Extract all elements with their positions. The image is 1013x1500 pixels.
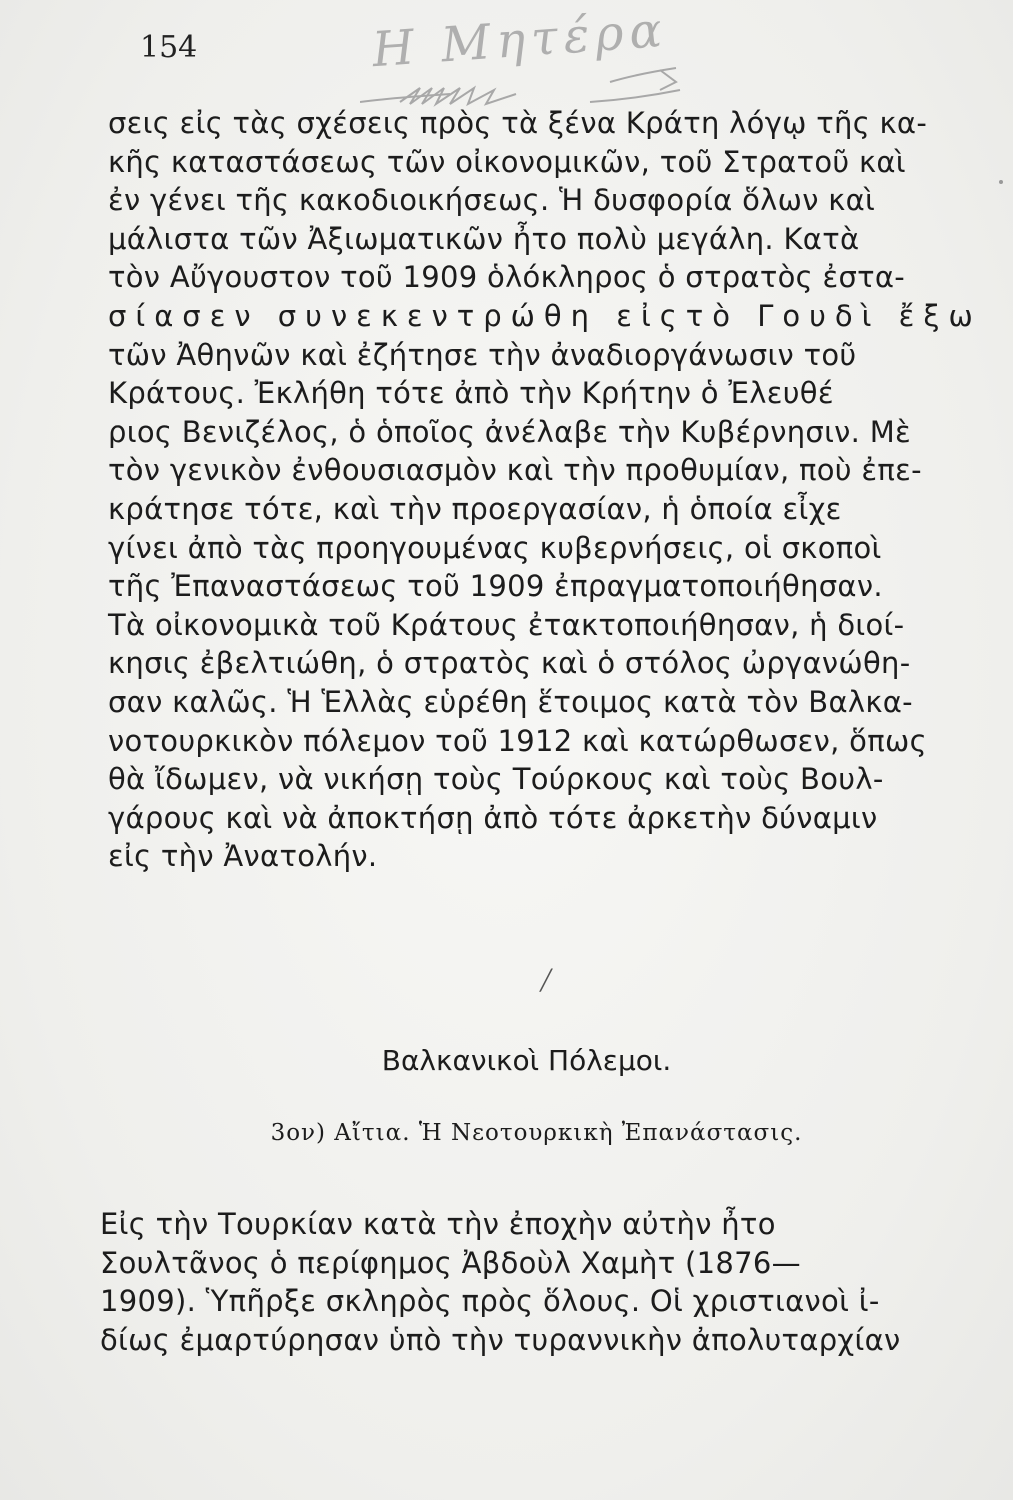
text-line: Κράτους. Ἐκλήθη τότε ἀπὸ τὴν Κρήτην ὁ Ἐλευθέ	[108, 376, 834, 411]
text-line: ριος Βενιζέλος, ὁ ὁποῖος ἀνέλαβε τὴν Κυβέρνησιν. Μὲ	[108, 414, 912, 449]
paragraph-causes	[100, 1205, 930, 1359]
text-line: μάλιστα τῶν Ἀξιωματικῶν ἦτο πολὺ μεγάλη. Κατὰ	[108, 221, 860, 256]
paper-speck	[999, 180, 1003, 184]
text-line: εἰς τὴν Ἀνατολήν.	[108, 839, 378, 874]
text-line: σαν καλῶς. Ἡ Ἑλλὰς εὑρέθη ἕτοιμος κατὰ τὸν Βαλκα-	[108, 684, 913, 719]
section-title: 3ον) Αἴτια. Ἡ Νεοτουρκικὴ Ἐπανάστασις.	[270, 1120, 803, 1146]
text-line: Σουλτᾶνος ὁ περίφημος Ἀβδοὺλ Χαμὴτ (1876—	[100, 1245, 801, 1280]
chapter-title: Βαλκανικοὶ Πόλεμοι.	[381, 1044, 672, 1077]
text-line: Εἰς τὴν Τουρκίαν κατὰ τὴν ἐποχὴν αὐτὴν ἦτο	[100, 1207, 776, 1241]
text-line: ἐν γένει τῆς κακοδιοικήσεως. Ἡ δυσφορία ὅλων καὶ	[108, 183, 876, 218]
text-line: κησις ἐβελτιώθη, ὁ στρατὸς καὶ ὁ στόλος ὠργανώθη-	[108, 646, 911, 681]
text-line: τὸν γενικὸν ἐνθουσιασμὸν καὶ τὴν προθυμίαν, ποὺ ἐπε-	[108, 453, 922, 488]
text-line: νοτουρκικὸν πόλεμον τοῦ 1912 καὶ κατώρθωσεν, ὅπως	[108, 723, 927, 758]
text-line: γίνει ἀπὸ τὰς προηγουμένας κυβερνήσεις, οἱ σκοποὶ	[108, 530, 882, 565]
text-line: σεις εἰς τὰς σχέσεις πρὸς τὰ ξένα Κράτη λόγῳ τῆς κα-	[108, 106, 928, 140]
handwritten-note: Η Μητέρα	[370, 1, 670, 79]
text-line: τὸν Αὔγουστον τοῦ 1909 ὁλόκληρος ὁ στρατὸς ἐστα-	[108, 260, 906, 295]
text-line: 1909). Ὑπῆρξε σκληρὸς πρὸς ὅλους. Οἱ χριστιανοὶ ἰ-	[100, 1284, 880, 1319]
page-number: 154	[140, 30, 198, 65]
text-line: σίασεν συνεκεντρώθη εἰςτὸ Γουδὶ ἔξω	[108, 298, 982, 333]
text-line: κῆς καταστάσεως τῶν οἰκονομικῶν, τοῦ Στρατοῦ καὶ	[108, 144, 906, 179]
text-line: τῶν Ἀθηνῶν καὶ ἐζήτησε τὴν ἀναδιοργάνωσιν τοῦ	[108, 337, 857, 372]
text-line: τῆς Ἐπαναστάσεως τοῦ 1909 ἐπραγματοποιήθησαν.	[108, 569, 883, 604]
text-line: κράτησε τότε, καὶ τὴν προεργασίαν, ἡ ὁποία εἶχε	[108, 491, 842, 526]
text-line: δίως ἐμαρτύρησαν ὑπὸ τὴν τυραννικὴν ἀπολυταρχίαν	[100, 1322, 901, 1357]
text-line: θὰ ἴδωμεν, νὰ νικήσῃ τοὺς Τούρκους καὶ τοὺς Βουλ-	[108, 762, 884, 797]
text-line: γάρους καὶ νὰ ἀποκτήσῃ ἀπὸ τότε ἀρκετὴν δύναμιν	[108, 800, 878, 835]
pencil-mark: ╱	[540, 968, 553, 992]
text-line: Τὰ οἰκονομικὰ τοῦ Κράτους ἐτακτοποιήθησαν, ἡ διοί-	[108, 607, 905, 642]
paragraph-continued	[108, 104, 982, 876]
